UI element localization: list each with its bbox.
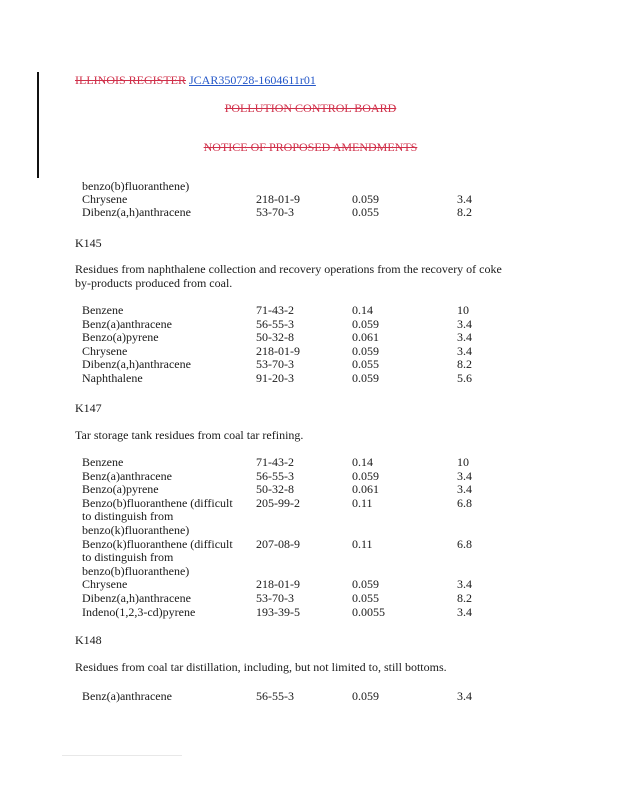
constituent-name: Benzene bbox=[82, 455, 124, 469]
wastewater-value: 0.055 bbox=[352, 357, 379, 372]
constituent-name: benzo(b)fluoranthene) bbox=[82, 179, 190, 193]
table-row bbox=[82, 538, 502, 551]
constituent-name: Indeno(1,2,3-cd)pyrene bbox=[82, 604, 196, 619]
wastewater-value: 0.14 bbox=[352, 455, 373, 469]
constituent-name: Benzo(b)fluoranthene (difficult bbox=[82, 495, 233, 510]
table-row bbox=[82, 206, 502, 219]
cas-number: 218-01-9 bbox=[256, 192, 300, 206]
constituent-name: Chrysene bbox=[82, 192, 128, 206]
cas-number: 50-32-8 bbox=[256, 482, 294, 497]
constituent-name: Benzene bbox=[82, 303, 124, 317]
table-row bbox=[82, 483, 502, 496]
cas-number: 218-01-9 bbox=[256, 577, 300, 592]
wastewater-value: 0.059 bbox=[352, 316, 379, 331]
table-row bbox=[82, 358, 502, 371]
constituent-name: Benzo(a)pyrene bbox=[82, 330, 159, 345]
nonwastewater-value: 10 bbox=[457, 303, 469, 317]
wastewater-value: 0.059 bbox=[352, 468, 379, 483]
constituent-name: Benz(a)anthracene bbox=[82, 468, 172, 483]
nonwastewater-value: 3.4 bbox=[457, 192, 472, 206]
nonwastewater-value: 5.6 bbox=[457, 371, 472, 385]
table-row bbox=[82, 304, 502, 317]
table-row bbox=[82, 372, 502, 385]
wastewater-value: 0.061 bbox=[352, 482, 379, 497]
wastewater-value: 0.059 bbox=[352, 192, 379, 206]
wastewater-value: 0.055 bbox=[352, 205, 379, 219]
constituent-name: Benzo(k)fluoranthene (difficult bbox=[82, 536, 233, 551]
cas-number: 193-39-5 bbox=[256, 604, 300, 619]
table-row bbox=[82, 551, 502, 564]
cas-number: 218-01-9 bbox=[256, 343, 300, 358]
constituent-name: Benz(a)anthracene bbox=[82, 316, 172, 331]
constituent-name: Benzo(a)pyrene bbox=[82, 482, 159, 497]
nonwastewater-value: 3.4 bbox=[457, 330, 472, 345]
waste-code: K148 bbox=[75, 633, 102, 647]
nonwastewater-value: 3.4 bbox=[457, 468, 472, 483]
wastewater-value: 0.11 bbox=[352, 495, 373, 510]
table-row bbox=[82, 592, 502, 605]
constituent-name: benzo(k)fluoranthene) bbox=[82, 523, 190, 537]
cas-number: 53-70-3 bbox=[256, 591, 294, 605]
table-row bbox=[82, 578, 502, 591]
table-row bbox=[82, 524, 502, 537]
constituent-name: Naphthalene bbox=[82, 371, 143, 385]
table-row bbox=[82, 497, 502, 510]
docket-id: JCAR350728-1604611r01 bbox=[189, 73, 316, 87]
table-row bbox=[82, 456, 502, 469]
table-row bbox=[82, 690, 502, 703]
constituent-name: Dibenz(a,h)anthracene bbox=[82, 357, 191, 372]
notice-line bbox=[0, 140, 621, 155]
table-row bbox=[82, 606, 502, 619]
nonwastewater-value: 8.2 bbox=[457, 357, 472, 372]
constituent-name: Dibenz(a,h)anthracene bbox=[82, 205, 191, 219]
constituent-name: Benz(a)anthracene bbox=[82, 689, 172, 703]
cas-number: 71-43-2 bbox=[256, 303, 294, 317]
wastewater-value: 0.11 bbox=[352, 536, 373, 551]
table-row bbox=[82, 510, 502, 523]
nonwastewater-value: 3.4 bbox=[457, 343, 472, 358]
constituent-name: Chrysene bbox=[82, 343, 128, 358]
waste-code: K145 bbox=[75, 236, 102, 250]
cas-number: 71-43-2 bbox=[256, 455, 294, 469]
waste-description: Residues from naphthalene collection and recovery operations from the recovery of coke by-products produced from coal. bbox=[75, 262, 502, 290]
notice-title: NOTICE OF PROPOSED AMENDMENTS bbox=[203, 140, 418, 154]
cas-number: 53-70-3 bbox=[256, 357, 294, 372]
nonwastewater-value: 3.4 bbox=[457, 316, 472, 331]
cas-number: 205-99-2 bbox=[256, 495, 300, 510]
nonwastewater-value: 3.4 bbox=[457, 482, 472, 497]
cas-number: 207-08-9 bbox=[256, 536, 300, 551]
wastewater-value: 0.059 bbox=[352, 343, 379, 358]
waste-description: Tar storage tank residues from coal tar refining. bbox=[75, 428, 304, 442]
table-row bbox=[82, 318, 502, 331]
register-header bbox=[75, 73, 316, 88]
constituent-name: benzo(b)fluoranthene) bbox=[82, 563, 190, 578]
nonwastewater-value: 3.4 bbox=[457, 689, 472, 703]
waste-description: Residues from coal tar distillation, including, but not limited to, still bottoms. bbox=[75, 660, 447, 674]
nonwastewater-value: 3.4 bbox=[457, 577, 472, 592]
nonwastewater-value: 8.2 bbox=[457, 591, 472, 605]
constituent-name: Chrysene bbox=[82, 577, 128, 592]
wastewater-value: 0.059 bbox=[352, 371, 379, 385]
wastewater-value: 0.059 bbox=[352, 577, 379, 592]
cas-number: 56-55-3 bbox=[256, 689, 294, 703]
table-row bbox=[82, 565, 502, 578]
table-row bbox=[82, 470, 502, 483]
margin-change-bar bbox=[37, 72, 39, 178]
cas-number: 50-32-8 bbox=[256, 330, 294, 345]
cas-number: 91-20-3 bbox=[256, 371, 294, 385]
nonwastewater-value: 3.4 bbox=[457, 604, 472, 619]
cas-number: 56-55-3 bbox=[256, 316, 294, 331]
wastewater-value: 0.061 bbox=[352, 330, 379, 345]
table-row bbox=[82, 345, 502, 358]
constituent-name: Dibenz(a,h)anthracene bbox=[82, 591, 191, 605]
wastewater-value: 0.14 bbox=[352, 303, 373, 317]
nonwastewater-value: 6.8 bbox=[457, 536, 472, 551]
agency-name: POLLUTION CONTROL BOARD bbox=[224, 101, 397, 115]
cas-number: 56-55-3 bbox=[256, 468, 294, 483]
constituent-name: to distinguish from bbox=[82, 550, 174, 565]
agency-line bbox=[0, 101, 621, 116]
wastewater-value: 0.059 bbox=[352, 689, 379, 703]
nonwastewater-value: 6.8 bbox=[457, 495, 472, 510]
waste-code: K147 bbox=[75, 401, 102, 415]
footer-rule bbox=[62, 755, 182, 756]
register-label: ILLINOIS REGISTER bbox=[75, 73, 186, 87]
cas-number: 53-70-3 bbox=[256, 205, 294, 219]
nonwastewater-value: 10 bbox=[457, 455, 469, 469]
wastewater-value: 0.055 bbox=[352, 591, 379, 605]
constituent-name: to distinguish from bbox=[82, 509, 174, 524]
nonwastewater-value: 8.2 bbox=[457, 205, 472, 219]
wastewater-value: 0.0055 bbox=[352, 604, 385, 619]
table-row bbox=[82, 331, 502, 344]
